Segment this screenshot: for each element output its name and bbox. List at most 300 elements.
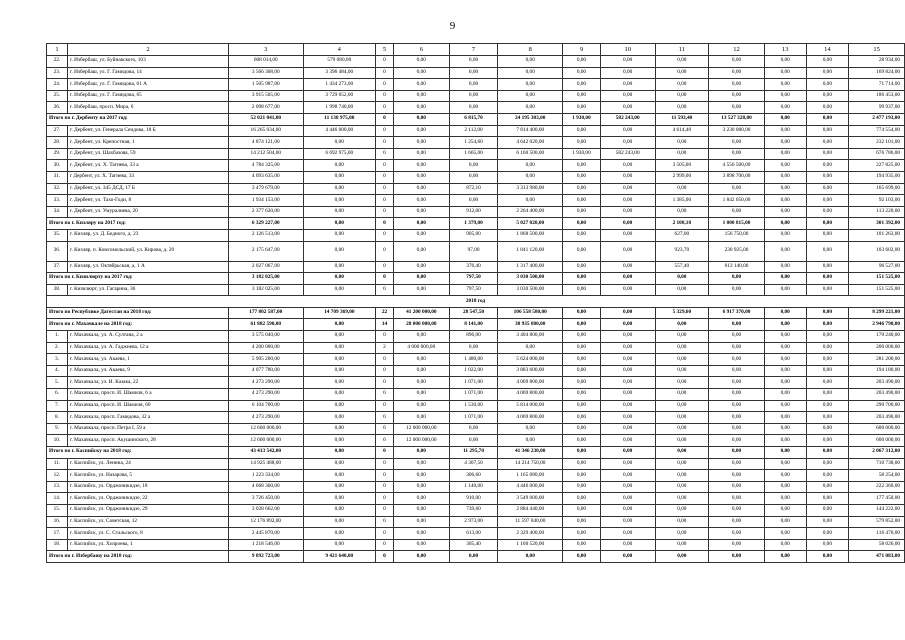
table-cell: 4 273 290,00	[229, 377, 304, 389]
total-cell: 301 392,00	[849, 218, 905, 230]
table-cell: 1 841 120,00	[498, 241, 563, 261]
table-cell: 0,00	[563, 183, 601, 195]
row-number: 31.	[47, 171, 68, 183]
column-header: 10	[600, 44, 655, 56]
total-label: Итого по Республике Дагестан на 2018 год:	[47, 307, 229, 319]
table-cell: 0	[376, 516, 394, 528]
table-cell: 0,00	[709, 516, 765, 528]
table-cell: 96 527,00	[849, 261, 905, 273]
table-cell: 0,00	[449, 160, 498, 172]
table-cell: 169 824,00	[849, 67, 905, 79]
total-cell: 8 299 221,00	[849, 307, 905, 319]
table-cell: 1 434 273,00	[303, 79, 376, 91]
table-cell: 0,00	[600, 206, 655, 218]
table-cell: 0	[376, 458, 394, 470]
total-cell: 0,00	[764, 447, 806, 459]
table-cell: 0	[376, 493, 394, 505]
table-cell: 2	[376, 342, 394, 354]
table-cell: 0,00	[806, 481, 849, 493]
page-number: 9	[449, 20, 456, 32]
row-number: 3.	[47, 354, 68, 366]
total-cell: 0,00	[806, 273, 849, 285]
address-cell: г. Избербаш, ул. Буйнакского, 103	[67, 56, 228, 68]
table-cell: 0,00	[563, 377, 601, 389]
address-cell: г. Избербаш, ул. Г. Гамидова, 65	[67, 90, 228, 102]
table-row	[47, 528, 905, 540]
table-row	[47, 377, 905, 389]
table-row	[47, 354, 905, 366]
table-cell: 6 160 500,00	[498, 148, 563, 160]
total-cell: 6 917 370,00	[709, 307, 765, 319]
table-cell: 0,00	[600, 56, 655, 68]
table-cell: 0,00	[600, 90, 655, 102]
table-cell: 1 218 546,00	[229, 539, 304, 551]
table-cell: 910,00	[449, 493, 498, 505]
table-row	[47, 331, 905, 343]
table-cell: 3 396 484,00	[303, 67, 376, 79]
table-cell: 6 104 700,00	[229, 400, 304, 412]
table-cell: 0,00	[655, 342, 709, 354]
table-cell: 0,00	[303, 171, 376, 183]
table-cell: 1 071,00	[449, 377, 498, 389]
table-cell: 0,00	[764, 229, 806, 241]
table-cell: 0,00	[764, 206, 806, 218]
table-cell: 58 026,00	[849, 539, 905, 551]
total-cell: 0,00	[600, 319, 655, 331]
table-cell: 0,00	[449, 435, 498, 447]
table-cell: 103 602,00	[849, 241, 905, 261]
table-cell: 1 868 500,00	[498, 229, 563, 241]
row-number: 16.	[47, 516, 68, 528]
table-cell: 0,00	[806, 183, 849, 195]
total-cell: 0,00	[303, 447, 376, 459]
table-cell: 0,00	[393, 79, 449, 91]
table-cell: 2 445 870,00	[229, 528, 304, 540]
table-row	[47, 137, 905, 149]
column-header: 5	[376, 44, 394, 56]
table-cell: 0,00	[449, 171, 498, 183]
table-cell: 200 000,00	[849, 342, 905, 354]
table-cell: 0	[376, 261, 394, 273]
total-cell: 0,00	[563, 447, 601, 459]
total-cell: 0,00	[655, 273, 709, 285]
address-cell: г. Дербент, ул. Генерала Сеидова, 18 Б	[67, 125, 228, 137]
table-cell: 0,00	[806, 423, 849, 435]
address-cell: г. Дербент, ул. Умуралиева, 20	[67, 206, 228, 218]
table-row	[47, 125, 905, 137]
table-cell: 0	[376, 539, 394, 551]
table-cell: 0,00	[806, 160, 849, 172]
row-number: 26.	[47, 102, 68, 114]
table-cell: 0,00	[709, 400, 765, 412]
table-cell: 0,00	[303, 539, 376, 551]
total-row	[47, 113, 905, 125]
table-cell: 4 446 000,00	[498, 481, 563, 493]
table-cell: 0,00	[600, 365, 655, 377]
table-cell: 0,00	[449, 342, 498, 354]
table-cell: 0,00	[303, 389, 376, 401]
table-cell: 0,00	[393, 90, 449, 102]
table-cell: 0,00	[600, 229, 655, 241]
table-cell: 0,00	[600, 470, 655, 482]
table-cell: 0,00	[764, 377, 806, 389]
table-cell: 0,00	[393, 504, 449, 516]
table-row	[47, 90, 905, 102]
table-cell: 12 176 892,00	[229, 516, 304, 528]
total-label: Итого по г. Избербашу на 2018 год:	[47, 551, 229, 563]
total-cell: 30 935 800,00	[498, 319, 563, 331]
total-cell: 0,00	[393, 447, 449, 459]
table-cell: 28 934,00	[849, 56, 905, 68]
row-number: 12.	[47, 470, 68, 482]
table-cell: 0,00	[764, 516, 806, 528]
table-cell: 1 160 520,00	[498, 539, 563, 551]
total-cell: 0	[376, 113, 394, 125]
total-cell: 11 593,40	[655, 113, 709, 125]
table-cell: 0,00	[393, 67, 449, 79]
table-cell: 557,40	[655, 261, 709, 273]
table-cell: 1 530,00	[449, 400, 498, 412]
table-cell: 0,00	[709, 470, 765, 482]
table-cell: 0,00	[498, 90, 563, 102]
column-header: 11	[655, 44, 709, 56]
table-cell: 0,00	[393, 284, 449, 296]
total-row	[47, 551, 905, 563]
total-cell: 0,00	[764, 551, 806, 563]
table-cell: 0,00	[449, 79, 498, 91]
total-cell: 22	[376, 307, 394, 319]
total-cell: 14 709 369,00	[303, 307, 376, 319]
table-cell: 12 000 000,00	[393, 423, 449, 435]
row-number: 13.	[47, 481, 68, 493]
table-cell: 0,00	[393, 160, 449, 172]
column-header: 13	[764, 44, 806, 56]
table-cell: 0,00	[563, 342, 601, 354]
total-row	[47, 447, 905, 459]
column-header: 6	[393, 44, 449, 56]
table-cell: 0,00	[764, 90, 806, 102]
table-cell: 0,00	[303, 435, 376, 447]
table-cell: 0,00	[709, 504, 765, 516]
table-cell: 4 614,40	[655, 125, 709, 137]
table-cell: 600 000,00	[849, 423, 905, 435]
table-cell: 0,00	[303, 331, 376, 343]
table-cell: 0,00	[806, 504, 849, 516]
column-header: 15	[849, 44, 905, 56]
row-number: 10.	[47, 435, 68, 447]
total-cell: 106 558 580,00	[498, 307, 563, 319]
row-number: 17.	[47, 528, 68, 540]
table-cell: 0,00	[655, 331, 709, 343]
table-cell: 0,00	[600, 67, 655, 79]
table-cell: 0,00	[393, 493, 449, 505]
row-number: 38.	[47, 284, 68, 296]
table-cell: 0,00	[303, 261, 376, 273]
column-header: 9	[563, 44, 601, 56]
table-cell: 0,00	[709, 389, 765, 401]
table-cell: 0,00	[600, 412, 655, 424]
table-cell: 14 925 488,00	[229, 458, 304, 470]
table-cell: 0,00	[393, 377, 449, 389]
table-cell: 0,00	[600, 400, 655, 412]
table-cell: 16 265 034,00	[229, 125, 304, 137]
total-cell: 0,00	[600, 307, 655, 319]
table-cell: 739,60	[449, 504, 498, 516]
column-header: 3	[229, 44, 304, 56]
table-cell: 0,00	[709, 493, 765, 505]
table-cell: 0,00	[709, 354, 765, 366]
address-cell: г. Махачкала, просп. Акушинского, 28	[67, 435, 228, 447]
table-cell: 3 566 308,00	[229, 67, 304, 79]
table-cell: 0,00	[709, 377, 765, 389]
row-number: 1.	[47, 331, 68, 343]
table-cell: 1 665,00	[449, 148, 498, 160]
row-number: 2.	[47, 342, 68, 354]
address-cell: г. Каспийск, ул. С. Стальского, 8	[67, 528, 228, 540]
table-cell: 0,00	[498, 67, 563, 79]
address-cell: г. Дербент, ул. Шахбазова, 59	[67, 148, 228, 160]
table-cell: 0,00	[393, 137, 449, 149]
table-cell: 0,00	[600, 516, 655, 528]
row-number: 37.	[47, 261, 68, 273]
table-cell: 0,00	[806, 148, 849, 160]
table-cell: 0,00	[563, 56, 601, 68]
table-cell: 0,00	[563, 435, 601, 447]
table-cell: 3 313 980,00	[498, 183, 563, 195]
address-cell: г. Дербент, ул. 345 ДСД, 17 Б	[67, 183, 228, 195]
table-cell: 0,00	[393, 148, 449, 160]
address-cell: г. Махачкала, просп. И. Шамиля, 60	[67, 400, 228, 412]
table-row	[47, 148, 905, 160]
table-cell: 896,00	[449, 331, 498, 343]
table-cell: 0,00	[764, 160, 806, 172]
table-cell: 0,00	[498, 171, 563, 183]
total-cell: 5 329,60	[655, 307, 709, 319]
total-cell: 61 882 590,00	[229, 319, 304, 331]
table-cell: 0,00	[393, 241, 449, 261]
column-header: 8	[498, 44, 563, 56]
table-cell: 0	[376, 354, 394, 366]
table-cell: 0,00	[393, 56, 449, 68]
table-cell: 1 071,00	[449, 389, 498, 401]
total-cell: 0,00	[498, 551, 563, 563]
table-cell: 0,00	[655, 148, 709, 160]
table-cell: 0,00	[764, 481, 806, 493]
table-cell: 0,00	[806, 458, 849, 470]
table-cell: 0,00	[563, 470, 601, 482]
table-cell: 4 556 500,00	[709, 160, 765, 172]
table-cell: 1 254,60	[449, 137, 498, 149]
total-cell: 471 083,00	[849, 551, 905, 563]
table-cell: 6	[376, 435, 394, 447]
table-cell: 0,00	[806, 79, 849, 91]
table-cell: 0	[376, 125, 394, 137]
table-cell: 0,00	[303, 342, 376, 354]
table-cell: 923,70	[655, 241, 709, 261]
address-cell: г. Каспийск, ул. Ленина, 24	[67, 458, 228, 470]
table-cell: 0,00	[303, 206, 376, 218]
total-cell: 0,00	[393, 113, 449, 125]
table-cell: 3 729 052,00	[303, 90, 376, 102]
total-cell: 0,00	[655, 319, 709, 331]
total-cell: 1 379,00	[449, 218, 498, 230]
table-cell: 710 738,00	[849, 458, 905, 470]
row-number: 9.	[47, 423, 68, 435]
table-cell: 0,00	[806, 377, 849, 389]
total-cell: 0,00	[764, 218, 806, 230]
address-cell: г. Махачкала, ул. И. Казака, 22	[67, 377, 228, 389]
total-cell: 28 547,50	[449, 307, 498, 319]
table-cell: 0,00	[764, 504, 806, 516]
table-cell: 0,00	[563, 206, 601, 218]
table-cell: 0,00	[303, 377, 376, 389]
address-cell: г. Махачкала, просп. Гамидова, 32 а	[67, 412, 228, 424]
total-cell: 0,00	[709, 447, 765, 459]
table-cell: 0,00	[393, 389, 449, 401]
table-cell: 0,00	[393, 365, 449, 377]
table-cell: 0,00	[563, 125, 601, 137]
table-cell: 905,00	[449, 229, 498, 241]
table-cell: 194 935,00	[849, 171, 905, 183]
table-cell: 3 549 000,00	[498, 493, 563, 505]
table-cell: 1 505 987,00	[229, 79, 304, 91]
table-cell: 0	[376, 528, 394, 540]
table-cell: 194 180,00	[849, 365, 905, 377]
total-cell: 6 815,70	[449, 113, 498, 125]
total-cell: 0,00	[806, 113, 849, 125]
table-cell: 0,00	[806, 241, 849, 261]
table-cell: 11 597 040,00	[498, 516, 563, 528]
table-cell: 1 930,00	[563, 148, 601, 160]
table-cell: 0,00	[764, 171, 806, 183]
total-cell: 797,50	[449, 273, 498, 285]
total-cell: 2 067 312,00	[849, 447, 905, 459]
total-cell: 0,00	[303, 319, 376, 331]
table-cell: 3 915 505,00	[229, 90, 304, 102]
address-cell: г. Дербент, ул. Тахо-Годи, 8	[67, 195, 228, 207]
table-cell: 0,00	[764, 435, 806, 447]
row-number: 15.	[47, 504, 68, 516]
table-cell: 0,00	[600, 435, 655, 447]
table-cell: 0,00	[600, 261, 655, 273]
table-cell: 0,00	[709, 90, 765, 102]
table-cell: 0,00	[303, 423, 376, 435]
table-cell: 203 490,00	[849, 412, 905, 424]
budget-table	[46, 43, 905, 563]
table-row	[47, 481, 905, 493]
table-cell: 305,40	[449, 539, 498, 551]
table-cell: 3 898 700,00	[709, 171, 765, 183]
table-cell: 0,00	[563, 284, 601, 296]
table-cell: 1 998 740,00	[303, 102, 376, 114]
table-cell: 0,00	[393, 229, 449, 241]
table-cell: 1 480,00	[449, 354, 498, 366]
table-cell: 0,00	[806, 389, 849, 401]
table-cell: 0,00	[498, 342, 563, 354]
header-row	[47, 44, 905, 56]
address-cell: г Дербент, ул. Х. Тагиева, 33	[67, 171, 228, 183]
table-cell: 0,00	[655, 56, 709, 68]
table-cell: 0,00	[655, 516, 709, 528]
total-label: Итого по г. Кизилюрту на 2017 год:	[47, 273, 229, 285]
table-row	[47, 183, 905, 195]
table-row	[47, 79, 905, 91]
table-cell: 0,00	[806, 400, 849, 412]
total-cell: 0,00	[600, 218, 655, 230]
total-cell: 0,00	[655, 447, 709, 459]
table-cell: 306,60	[449, 470, 498, 482]
table-cell: 0,00	[393, 481, 449, 493]
table-cell: 0,00	[709, 206, 765, 218]
table-cell: 0,00	[709, 331, 765, 343]
total-cell: 0,00	[806, 307, 849, 319]
total-cell: 0,00	[393, 551, 449, 563]
table-cell: 222 360,00	[849, 481, 905, 493]
table-cell: 3 575 040,00	[229, 331, 304, 343]
row-number: 28.	[47, 137, 68, 149]
table-cell: 613 140,00	[709, 261, 765, 273]
total-cell: 52 021 041,00	[229, 113, 304, 125]
table-cell: 0	[376, 365, 394, 377]
table-cell: 0,00	[393, 195, 449, 207]
table-cell: 4 069 800,00	[498, 412, 563, 424]
table-row	[47, 67, 905, 79]
address-cell: г. Каспийск, ул. Назарова, 5	[67, 470, 228, 482]
table-cell: 170 240,00	[849, 331, 905, 343]
table-cell: 0,00	[655, 423, 709, 435]
total-cell: 0,00	[764, 113, 806, 125]
table-cell: 0,00	[806, 195, 849, 207]
table-cell: 3 230 080,00	[709, 125, 765, 137]
table-cell: 281 200,00	[849, 354, 905, 366]
table-cell: 0,00	[764, 195, 806, 207]
table-cell: 0,00	[449, 90, 498, 102]
table-cell: 4 446 000,00	[303, 125, 376, 137]
table-cell: 0	[376, 241, 394, 261]
table-cell: 0,00	[655, 137, 709, 149]
total-cell: 0,00	[806, 447, 849, 459]
table-cell: 0,00	[600, 342, 655, 354]
table-cell: 676 786,00	[849, 148, 905, 160]
table-cell: 0,00	[806, 528, 849, 540]
table-cell: 2 264 400,00	[498, 206, 563, 218]
table-cell: 0,00	[709, 435, 765, 447]
table-cell: 0	[376, 400, 394, 412]
table-cell: 12 600 000,00	[229, 423, 304, 435]
table-cell: 203 490,00	[849, 389, 905, 401]
table-cell: 0,00	[449, 423, 498, 435]
total-cell: 177 802 587,00	[229, 307, 304, 319]
table-cell: 0,00	[563, 331, 601, 343]
table-row	[47, 342, 905, 354]
table-cell: 0,00	[563, 137, 601, 149]
table-cell: 0,00	[498, 56, 563, 68]
column-header: 1	[47, 44, 68, 56]
total-cell: 2 477 193,00	[849, 113, 905, 125]
total-cell: 0,00	[563, 307, 601, 319]
table-cell: 582 243,00	[600, 148, 655, 160]
table-cell: 6	[376, 423, 394, 435]
table-cell: 0,00	[600, 125, 655, 137]
total-cell: 5 027 020,00	[498, 218, 563, 230]
table-cell: 0	[376, 389, 394, 401]
total-cell: 0,00	[806, 319, 849, 331]
table-cell: 0	[376, 284, 394, 296]
table-cell: 4 273 290,00	[229, 412, 304, 424]
table-cell: 58 254,00	[849, 470, 905, 482]
row-number: 35.	[47, 229, 68, 241]
row-number: 25.	[47, 90, 68, 102]
